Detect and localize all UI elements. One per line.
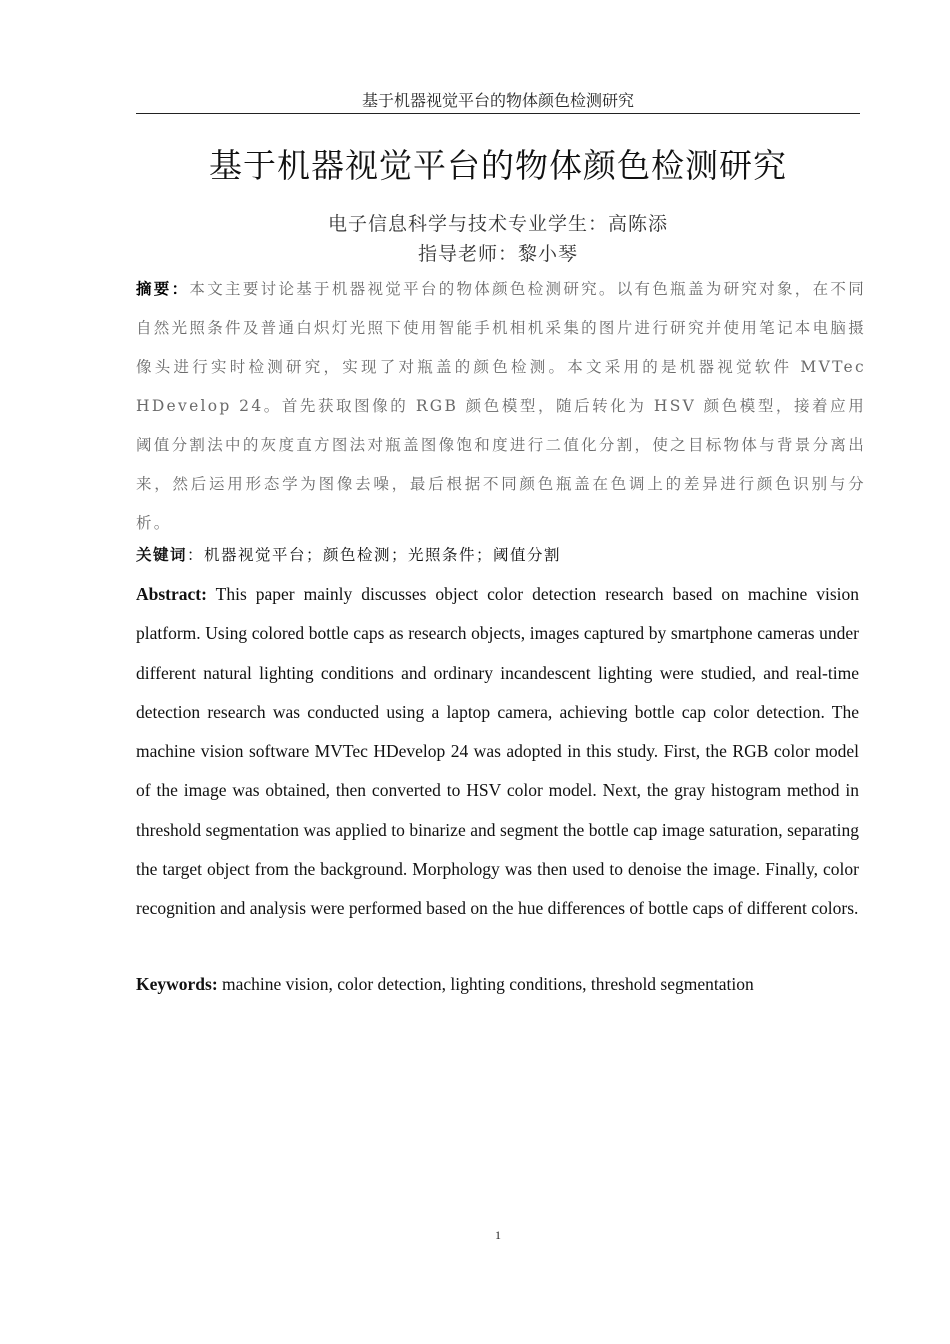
- keywords-en-text: machine vision, color detection, lighting conditions, threshold segmentation: [222, 974, 754, 994]
- abstract-cn-label: 摘要：: [136, 279, 190, 298]
- keywords-en-label: Keywords:: [136, 974, 218, 994]
- keywords-cn-text: ：机器视觉平台；颜色检测；光照条件；阈值分割: [187, 546, 562, 564]
- keywords-en: [136, 969, 860, 999]
- abstract-cn-text: 本文主要讨论基于机器视觉平台的物体颜色检测研究。以有色瓶盖为研究对象，在不同自然光照条件及普通白炽灯光照下使用智能手机相机采集的图片进行研究并使用笔记本电脑摄像头进行实时检测研究，实现了对瓶盖的颜色检测。本文采用的是机器视觉软件 MVTec HDevelop 24。首先获取图像的 RGB 颜色模型，随后转化为 HSV 颜色模型，接着应用阈值分割法中的灰度直方图法对瓶盖图像饱和度进行二值化分割，使之目标物体与背景分离出来，然后运用形态学为图像去噪，最后根据不同颜色瓶盖在色调上的差异进行颜色识别与分析。: [136, 280, 866, 532]
- abstract-en-label: Abstract:: [136, 584, 207, 604]
- advisor-line: 指导老师：黎小琴: [417, 243, 578, 265]
- running-header: 基于机器视觉平台的物体颜色检测研究: [136, 92, 860, 114]
- abstract-en: [136, 575, 859, 929]
- keywords-cn-label: 关键词: [136, 545, 188, 564]
- paper-title: 基于机器视觉平台的物体颜色检测研究: [209, 146, 787, 185]
- abstract-cn: [136, 269, 866, 543]
- abstract-en-text: This paper mainly discusses object color detection research based on machine vision platform. Using colored bottle caps as research objects, images captured by smartphone cameras under different natural lighting conditions and ordinary incandescent lighting were studied, and real-time detection research was conducted using a laptop camera, achieving bottle cap color detection. The machine vision software MVTec HDevelop 24 was adopted in this study. First, the RGB color model of the image was obtained, then converted to HSV color model. Next, the gray histogram method in threshold segmentation was applied to binarize and segment the bottle cap image saturation, separating the target object from the background. Morphology was then used to denoise the image. Finally, color recognition and analysis were performed based on the hue differences of bottle caps of different colors.: [136, 584, 860, 919]
- keywords-cn: [136, 540, 860, 570]
- page-number: 1: [495, 1228, 501, 1242]
- author-line: 电子信息科学与技术专业学生：高陈添: [327, 213, 668, 235]
